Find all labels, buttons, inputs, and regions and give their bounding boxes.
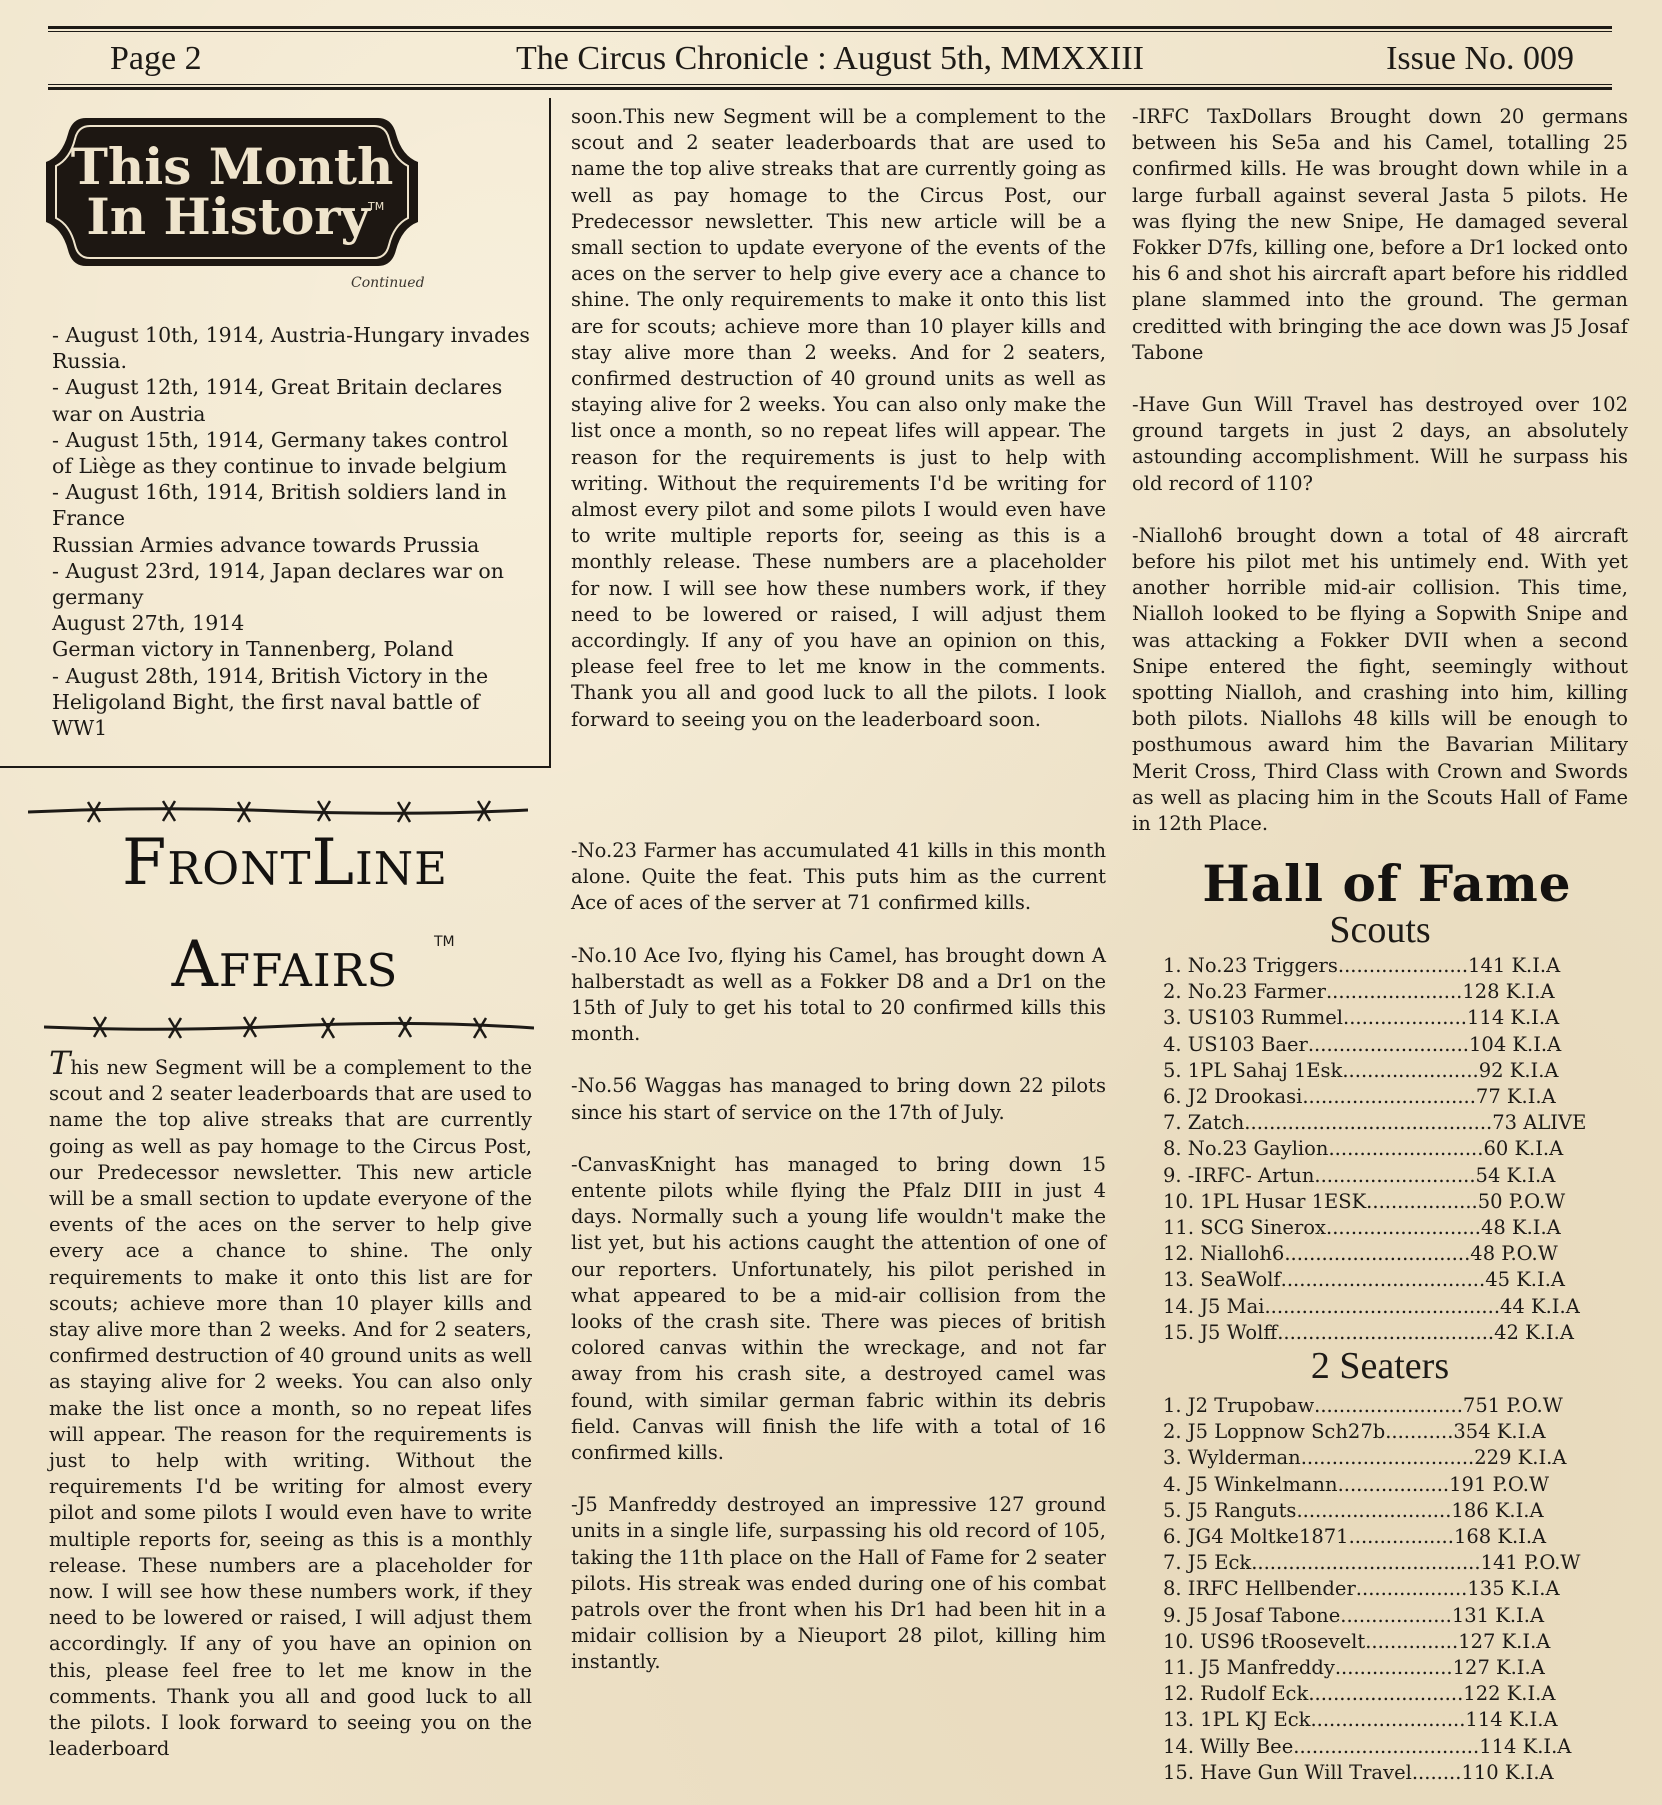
hall-of-fame-entry [1163,1215,1603,1241]
frontline-title-line-1: FrontLine [121,826,449,900]
leader-dots: ......................... [1310,1708,1466,1732]
pilot-name: 2. No.23 Farmer [1163,980,1326,1004]
pilot-result: 114 K.I.A [1479,1734,1572,1758]
pilot-result: 77 K.I.A [1475,1085,1556,1109]
scouts-list [1163,953,1603,1346]
pilot-name: 15. J5 Wolff [1163,1320,1278,1344]
leader-dots: ........... [1385,1420,1454,1444]
pilot-result: 122 K.I.A [1463,1682,1556,1706]
leader-dots: ................................. [1280,1268,1486,1292]
leader-dots: ...................... [1342,1058,1479,1082]
history-list [52,322,532,741]
pilot-result: 141 P.O.W [1480,1551,1581,1575]
hall-of-fame-entry [1163,1393,1603,1419]
pilot-name: 7. Zatch [1163,1111,1245,1135]
hall-of-fame-entry [1163,1760,1603,1786]
pilot-result: 54 K.I.A [1475,1163,1556,1187]
pilot-result: 186 K.I.A [1451,1498,1544,1522]
hall-of-fame-entry [1163,1032,1603,1058]
hall-of-fame-entry [1163,1681,1603,1707]
leader-dots: ........................ [1314,1394,1463,1417]
logo-line-1: This Month [70,137,394,196]
pilot-result: 42 K.I.A [1494,1320,1574,1344]
pilot-name: 14. Willy Bee [1163,1734,1294,1758]
hall-of-fame-entry [1163,1472,1603,1498]
leader-dots: .................... [1343,1006,1467,1030]
report-paragraph: -Have Gun Will Travel has destroyed over 102 ground targets in just 2 days, an absolutely astounding accomplishment. Will he surpass his old record of 110? [1132,393,1628,495]
leader-dots: ......................... [1296,1498,1452,1522]
leader-dots: ............................ [1300,1446,1475,1470]
history-item: - August 16th, 1914, British soldiers land in France [52,480,507,531]
scouts-subtitle: Scouts [1329,909,1431,951]
masthead [48,38,1612,84]
pilot-result: 191 P.O.W [1449,1472,1550,1496]
hall-of-fame-entry [1163,1294,1603,1320]
pilot-name: 15. Have Gun Will Travel [1163,1760,1412,1784]
report-paragraph: -IRFC TaxDollars Brought down 20 germans between his Se5a and his Camel, totalling 25 confirmed kills. He was brought down while in a large furball against several Jasta 5 pilots. He was flying the new Snipe, He damaged several Fokker D7fs, killing one, before a Dr1 locked onto his 6 and shot his aircraft apart before his riddled plane slammed into the ground. The german creditted with bringing the ace down was J5 Josaf Tabone [1132,105,1628,364]
leader-dots: ............... [1365,1629,1459,1653]
report-paragraph: -No.10 Ace Ivo, flying his Camel, has brought down A halberstadt as well as a Fokker D8 and a Dr1 on the 15th of July to get his total to 20 confirmed kills this month. [571,943,1106,1046]
pilot-result: 73 ALIVE [1492,1111,1587,1135]
pilot-result: 127 K.I.A [1452,1656,1545,1680]
pilot-name: 6. JG4 Moltke1871 [1163,1525,1349,1549]
middle-reports [571,838,1106,1702]
pilot-name: 8. No.23 Gaylion [1163,1137,1329,1161]
pilot-result: 168 K.I.A [1453,1525,1547,1549]
pilot-result: 131 K.I.A [1451,1603,1545,1627]
history-item: German victory in Tannenberg, Poland [52,637,454,662]
pilot-name: 2. J5 Loppnow Sch27b [1163,1420,1386,1444]
pilot-name: 6. J2 Drookasi [1163,1085,1303,1109]
pilot-result: 44 K.I.A [1500,1294,1580,1318]
leader-dots: .............................. [1284,1242,1471,1266]
report-paragraph: -Nialloh6 brought down a total of 48 aircraft before his pilot met his untimely end. With yet another horrible mid-air collision. This time, Nialloh looked to be flying a Sopwith Snipe and was attacking a Fokker DVII when a second Snipe entered the fight, seemingly without spotting Nialloh, and crashing into him, killing both pilots. Niallohs 48 kills will be enough to posthumous award him the Bavarian Military Merit Cross, Third Class with Crown and Swords as well as placing him in the Scouts Hall of Fame in 12th Place. [1132,523,1628,836]
history-item: August 27th, 1914 [52,611,245,636]
page-number: Page 2 [110,40,202,77]
leader-dots: .......................... [1307,1032,1470,1056]
pilot-name: 3. Wylderman [1163,1446,1301,1470]
hall-of-fame-entry [1163,1550,1603,1576]
pilot-name: 5. J5 Ranguts [1163,1498,1297,1522]
pilot-result: 114 K.I.A [1465,1708,1558,1732]
pilot-name: 3. US103 Rummel [1163,1006,1344,1030]
history-item: - August 15th, 1914, Germany takes control of Liège as they continue to invade belgium [52,427,509,479]
pilot-name: 4. US103 Baer [1163,1032,1308,1056]
this-month-in-history-logo [46,112,418,272]
pilot-name: 13. 1PL KJ Eck [1163,1708,1311,1732]
middle-continuation: soon.This new Segment will be a complement to the scout and 2 seater leaderboards that are used to name the top alive streaks that are currently going as well as pay homage to the Circus Post, our Predecessor newsletter. This new article will be a small section to update everyone of the events of the aces on the server to help give every ace a chance to shine. The only requirements to make it onto this list are for scouts; achieve more than 10 player kills and stay alive more than 2 weeks. And for 2 seaters, confirmed destruction of 40 ground units as well as staying alive for 2 weeks. You can also only make the list once a month, so no repeat lifes will appear. The reason for the requirements is just to help with writing. Without the requirements I'd be writing for almost every pilot and some pilots I would even have to write multiple reports for, seeing as this is a monthly release. These numbers are a placeholder for now. I will see how these numbers work, if they need to be lowered or raised, I will adjust them accordingly. If any of you have an opinion on this, please feel free to let me know in the comments. Thank you all and good luck to all the pilots. I look forward to seeing you on the leaderboard soon. [571,105,1106,731]
hall-of-fame-entry [1163,979,1603,1005]
pilot-name: 10. US96 tRoosevelt [1163,1629,1366,1653]
hall-of-fame-entry [1163,1498,1603,1524]
pilot-result: 114 K.I.A [1467,1006,1560,1030]
hall-of-fame-entry [1163,1655,1603,1681]
hall-of-fame-entry [1163,1419,1603,1445]
pilot-name: 4. J5 Winkelmann [1163,1472,1338,1496]
leader-dots: ..................................... [1251,1551,1481,1575]
pilot-result: 50 P.O.W [1477,1189,1566,1213]
hall-of-fame-entry [1163,1576,1603,1602]
hall-of-fame-entry [1163,1320,1603,1346]
barbed-wire-top [28,796,528,826]
hall-of-fame-entry [1163,1005,1603,1031]
pilot-name: 14. J5 Mai [1163,1294,1265,1318]
pilot-name: 9. -IRFC- Artun [1163,1163,1315,1187]
leader-dots: ......................... [1308,1682,1464,1706]
report-paragraph: -No.23 Farmer has accumulated 41 kills in this month alone. Quite the feat. This puts him as the current Ace of aces of the server at 71 confirmed kills. [571,839,1106,915]
leader-dots: .............................. [1293,1734,1480,1758]
hall-of-fame-entry [1163,1058,1603,1084]
pilot-result: 45 K.I.A [1485,1268,1565,1292]
logo-line-2: In History [86,187,370,246]
hall-of-fame-entry [1163,953,1603,979]
leader-dots: ...................... [1325,980,1463,1004]
pilot-result: 48 P.O.W [1470,1242,1558,1266]
two-seaters-subtitle: 2 Seaters [1310,1345,1450,1387]
hall-of-fame-title: Hall of Fame [1202,854,1572,913]
history-item: - August 28th, 1914, British Victory in the Heligoland Bight, the first naval battle of WW1 [52,663,489,741]
pilot-name: 1. J2 Trupobaw [1163,1394,1315,1417]
report-paragraph: -J5 Manfreddy destroyed an impressive 127 ground units in a single life, surpassing his old record of 105, taking the 11th place on the Hall of Fame for 2 seater pilots. His streak was ended during one of his combat patrols over the front when his Dr1 had been hit in a midair collision by a Nieuport 28 pilot, killing him instantly. [571,1493,1106,1674]
leader-dots: .................. [1355,1577,1468,1601]
history-item: - August 10th, 1914, Austria-Hungary invades Russia. [52,323,530,374]
report-paragraph: -CanvasKnight has managed to bring down 15 entente pilots while flying the Pfalz DIII in just 4 days. Normally such a young life wouldn't make the list yet, but his actions caught the attention of one of our reporters. Unfortunately, his pilot perished in what appeared to be a mid-air collision from the looks of the crash site. There was pieces of british colored canvas within the wreckage, and not far away from his crash site, a destroyed camel was found, with similar german fabric within its debris field. Canvas will finish the life with a total of 16 confirmed kills. [571,1152,1106,1465]
hall-of-fame-entry [1163,1084,1603,1110]
pilot-result: 141 K.I.A [1468,954,1561,977]
hall-of-fame-entry [1163,1707,1603,1733]
pilot-result: 135 K.I.A [1467,1577,1560,1601]
pilot-result: 92 K.I.A [1478,1058,1559,1082]
frontline-intro: This new Segment will be a complement to the scout and 2 seater leaderboards that are used to name the top alive streaks that are currently going as well as pay homage to the Circus Post, our Predecessor newsletter. This new article will be a small section to update everyone of the events of the aces on the server to help give every ace a chance to shine. The only requirements to make it onto this list are for scouts; achieve more than 10 player kills and stay alive more than 2 weeks. And for 2 seaters, confirmed destruction of 40 ground units as well as staying alive for 2 weeks. You can also only make the list once a month, so no repeat lifes will appear. The reason for the requirements is just to help with writing. Without the requirements I'd be writing for almost every pilot and some pilots I would even have to write multiple reports for, seeing as this is a monthly release. These numbers are a placeholder for now. I will see how these numbers work, if they need to be lowered or raised, I will adjust them accordingly. If any of you have an opinion on this, please feel free to let me know in the comments. Thank you all and good luck to all the pilots. I look forward to seeing you on the leaderboard [49,1044,532,1761]
hall-of-fame-entry [1163,1629,1603,1655]
hall-of-fame-entry [1163,1136,1603,1162]
barbed-wire-bottom [44,1012,534,1042]
leader-dots: .................. [1337,1472,1450,1496]
pilot-result: 354 K.I.A [1453,1420,1546,1444]
two-seaters-list [1163,1393,1603,1786]
history-item: Russian Armies advance towards Prussia [52,532,480,557]
history-item: - August 12th, 1914, Great Britain declares war on Austria [52,375,503,426]
leader-dots: .......................... [1314,1163,1476,1187]
masthead-bottom-rule [48,87,1612,90]
newspaper-title: The Circus Chronicle : August 5th, MMXXIII [516,40,1144,77]
hall-of-fame-entry [1163,1524,1603,1550]
pilot-name: 12. Nialloh6 [1163,1242,1285,1266]
leader-dots: ............................ [1302,1085,1476,1109]
masthead-top-rule-thin [48,31,1612,32]
hall-of-fame-entry [1163,1445,1603,1471]
pilot-name: 7. J5 Eck [1163,1551,1252,1575]
leader-dots: ......................... [1326,1216,1481,1240]
leader-dots: ..................... [1337,954,1469,977]
leader-dots: .................. [1340,1603,1452,1627]
frontline-title-line-2: Affairs [171,928,399,1002]
hall-of-fame-entry [1163,1163,1603,1189]
pilot-name: 11. J5 Manfreddy [1163,1656,1335,1680]
pilot-name: 1. No.23 Triggers [1163,954,1338,977]
frontline-tm: TM [434,934,455,950]
report-paragraph: -No.56 Waggas has managed to bring down 22 pilots since his start of service on the 17th of July. [571,1074,1106,1124]
hall-of-fame-entry [1163,1110,1603,1136]
hall-of-fame-entry [1163,1267,1603,1293]
leader-dots: ................... [1334,1656,1453,1680]
hall-of-fame-entry [1163,1241,1603,1267]
pilot-result: 60 K.I.A [1483,1137,1564,1161]
pilot-result: 751 P.O.W [1462,1394,1563,1417]
pilot-name: 8. IRFC Hellbender [1163,1577,1356,1601]
leader-dots: ................. [1348,1525,1454,1549]
leader-dots: ................................... [1277,1320,1495,1344]
pilot-name: 13. SeaWolf [1163,1268,1281,1292]
leader-dots: ........ [1411,1760,1462,1784]
pilot-name: 5. 1PL Sahaj 1Esk [1163,1058,1343,1082]
pilot-name: 9. J5 Josaf Tabone [1163,1603,1341,1627]
hall-of-fame-entry [1163,1189,1603,1215]
pilot-result: 127 K.I.A [1458,1629,1551,1653]
pilot-name: 11. SCG Sinerox [1163,1216,1327,1240]
masthead-top-rule [48,26,1612,29]
pilot-result: 110 K.I.A [1461,1760,1554,1784]
leader-dots: ......................... [1328,1137,1484,1161]
hall-of-fame-entry [1163,1603,1603,1629]
leader-dots: ...................................... [1264,1294,1501,1318]
pilot-result: 48 K.I.A [1481,1216,1561,1240]
right-reports [1132,104,1628,863]
pilot-name: 12. Rudolf Eck [1163,1682,1309,1706]
hall-of-fame-entry [1163,1734,1603,1760]
leader-dots: .................. [1366,1189,1478,1213]
issue-number: Issue No. 009 [1386,40,1574,77]
logo-tm: TM [368,200,385,213]
pilot-result: 104 K.I.A [1469,1032,1562,1056]
pilot-result: 128 K.I.A [1462,980,1555,1004]
masthead-bottom-rule-thin [48,84,1612,85]
continued-label: Continued [351,275,425,291]
leader-dots: ........................................ [1244,1111,1493,1135]
pilot-name: 10. 1PL Husar 1ESK [1163,1189,1367,1213]
pilot-result: 229 K.I.A [1474,1446,1567,1470]
history-item: - August 23rd, 1914, Japan declares war on germany [52,558,504,610]
